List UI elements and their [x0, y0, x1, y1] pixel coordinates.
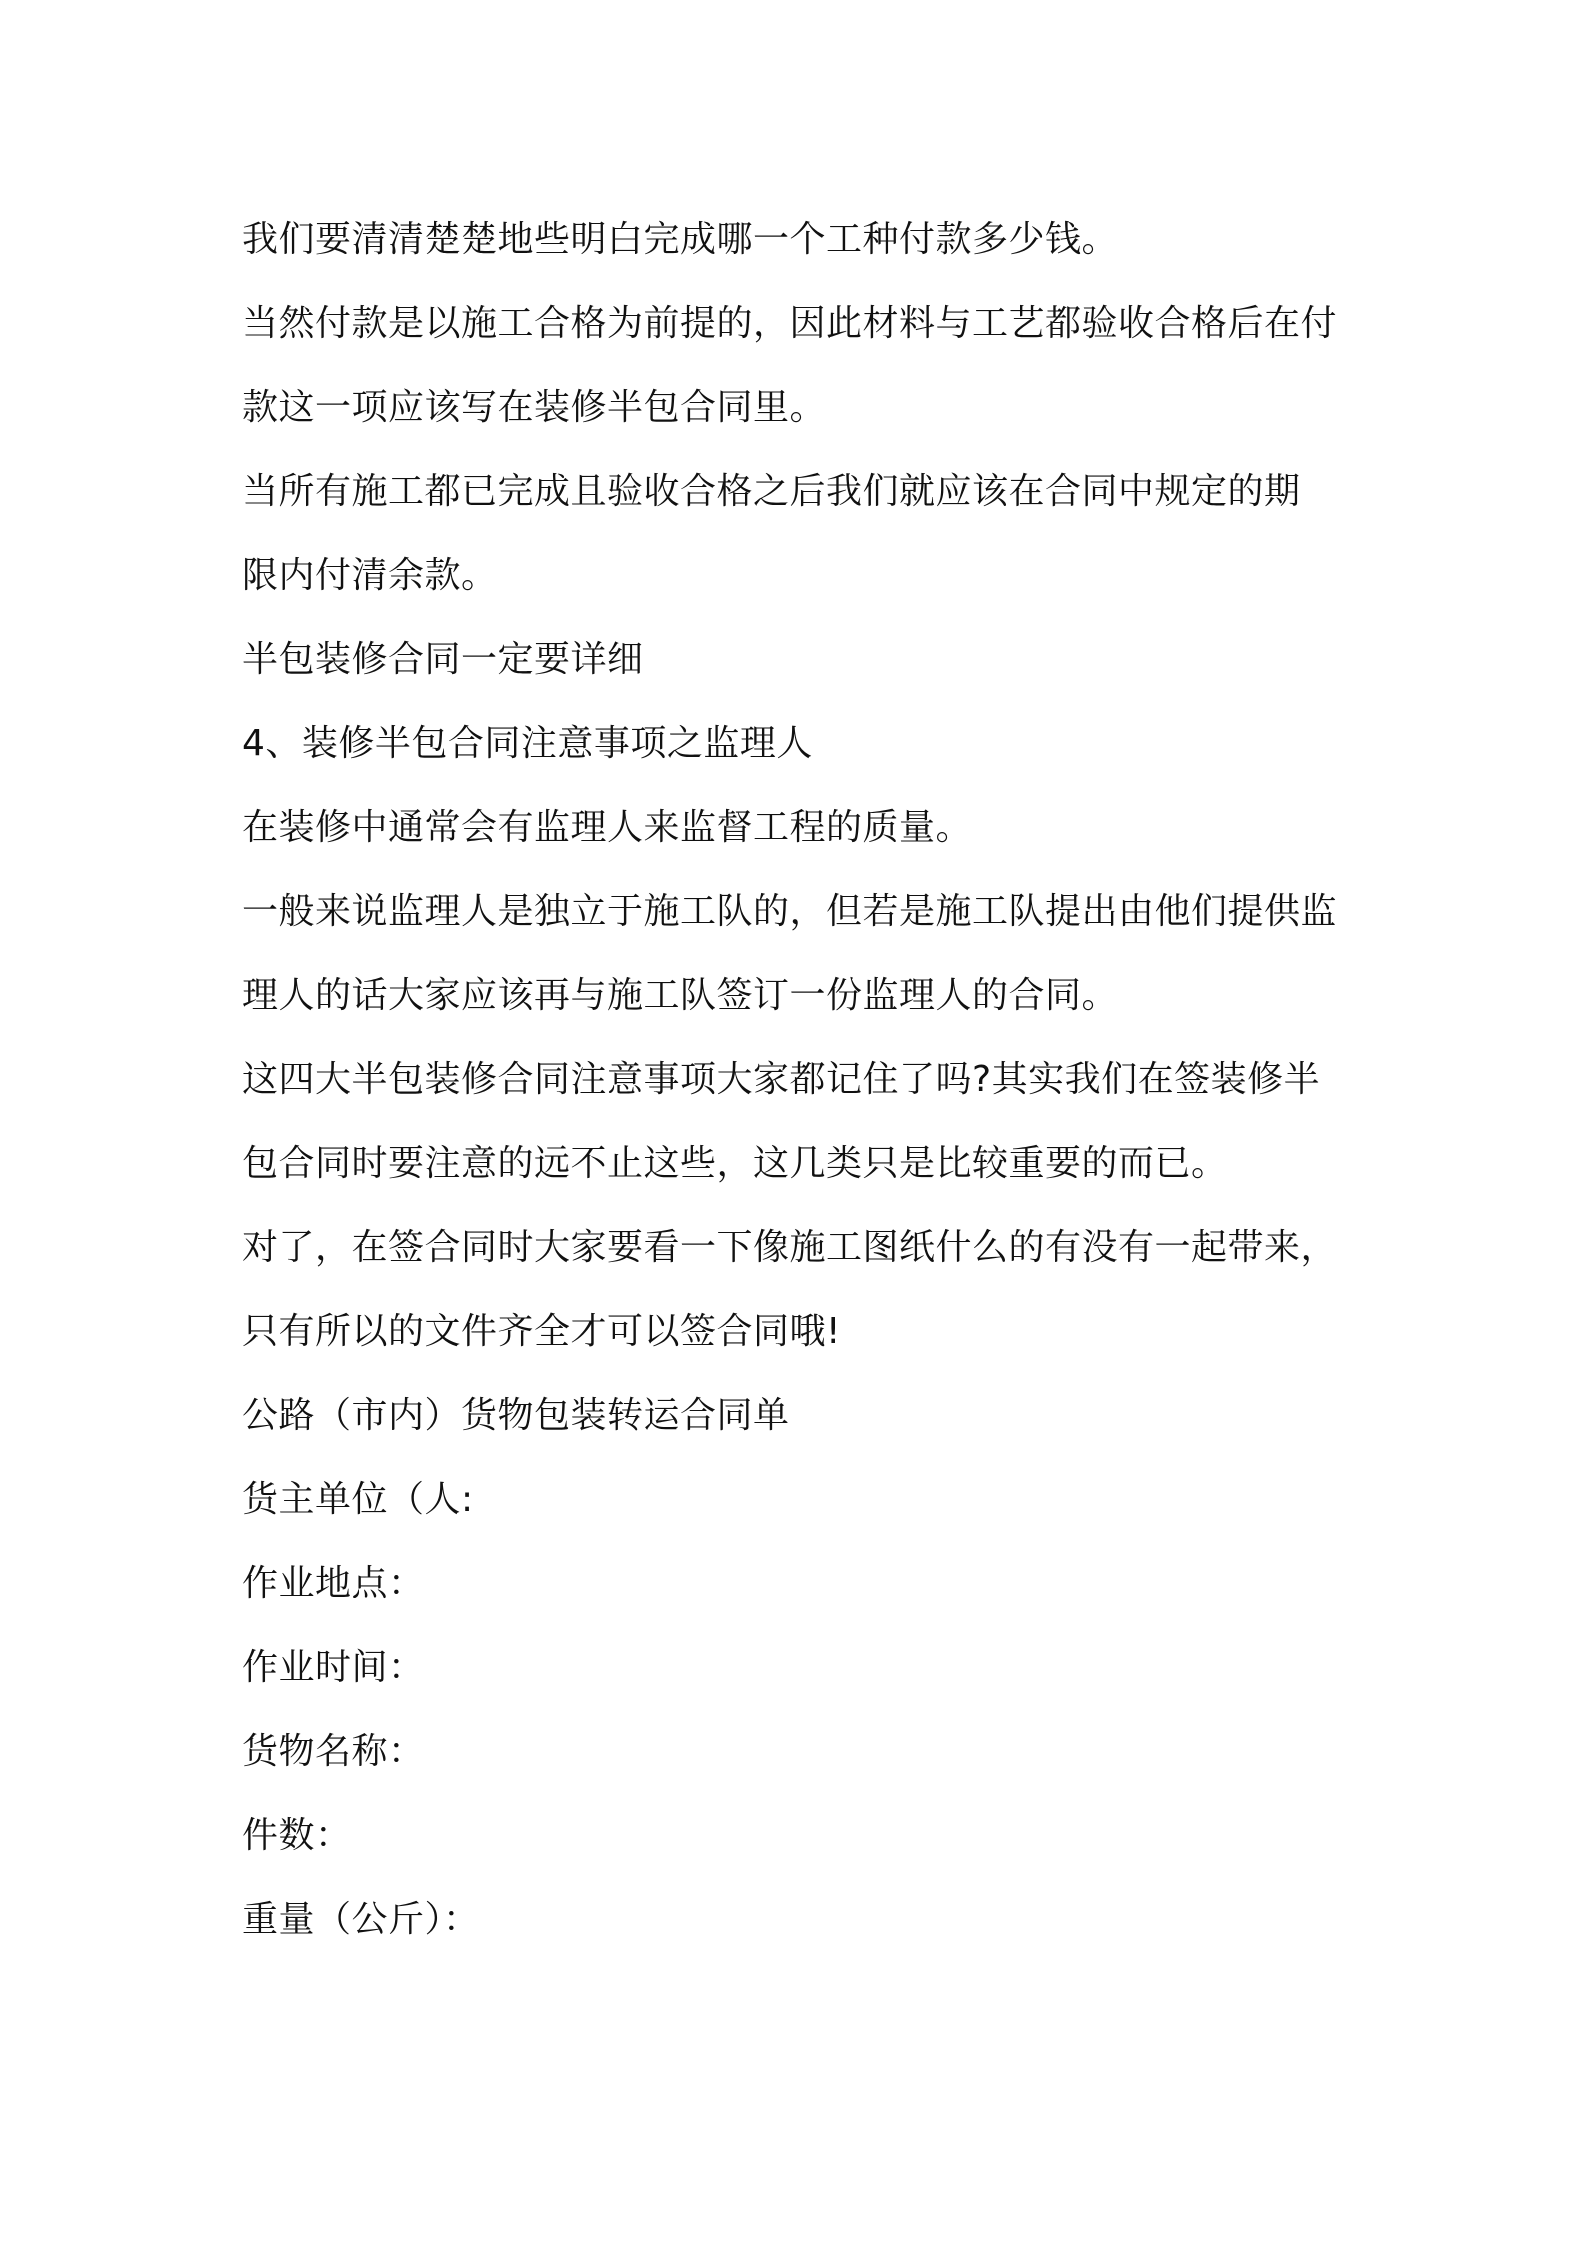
paragraph-line: 理人的话大家应该再与施工队签订一份监理人的合同。 [242, 975, 1119, 1016]
section-heading: 4、装修半包合同注意事项之监理人 [242, 723, 813, 764]
form-field-label: 作业地点： [242, 1563, 425, 1604]
paragraph-line: 款这一项应该写在装修半包合同里。 [242, 387, 827, 428]
paragraph-line: 只有所以的文件齐全才可以签合同哦! [242, 1311, 841, 1352]
document-body [242, 198, 1372, 1962]
paragraph-line: 这四大半包装修合同注意事项大家都记住了吗?其实我们在签装修半 [242, 1059, 1321, 1100]
paragraph-line: 在装修中通常会有监理人来监督工程的质量。 [242, 807, 973, 848]
paragraph-line: 包合同时要注意的远不止这些，这几类只是比较重要的而已。 [242, 1143, 1228, 1184]
form-field-label: 货物名称： [242, 1731, 425, 1772]
form-fields [242, 1458, 1372, 1962]
form-field-label: 货主单位（人: [242, 1479, 474, 1520]
form-title: 公路（市内）货物包装转运合同单 [242, 1395, 790, 1436]
form-field-label: 作业时间： [242, 1647, 425, 1688]
paragraph-line: 当然付款是以施工合格为前提的，因此材料与工艺都验收合格后在付 [242, 303, 1338, 344]
paragraph-line: 一般来说监理人是独立于施工队的，但若是施工队提出由他们提供监 [242, 891, 1338, 932]
section-heading: 半包装修合同一定要详细 [242, 639, 644, 680]
form-field-label: 件数： [242, 1815, 352, 1856]
paragraph-line: 限内付清余款。 [242, 555, 498, 596]
paragraph-line: 对了，在签合同时大家要看一下像施工图纸什么的有没有一起带来， [242, 1227, 1338, 1268]
paragraph-line: 当所有施工都已完成且验收合格之后我们就应该在合同中规定的期 [242, 471, 1301, 512]
paragraph-line: 我们要清清楚楚地些明白完成哪一个工种付款多少钱。 [242, 219, 1119, 260]
form-field-label: 重量（公斤）： [242, 1899, 480, 1940]
